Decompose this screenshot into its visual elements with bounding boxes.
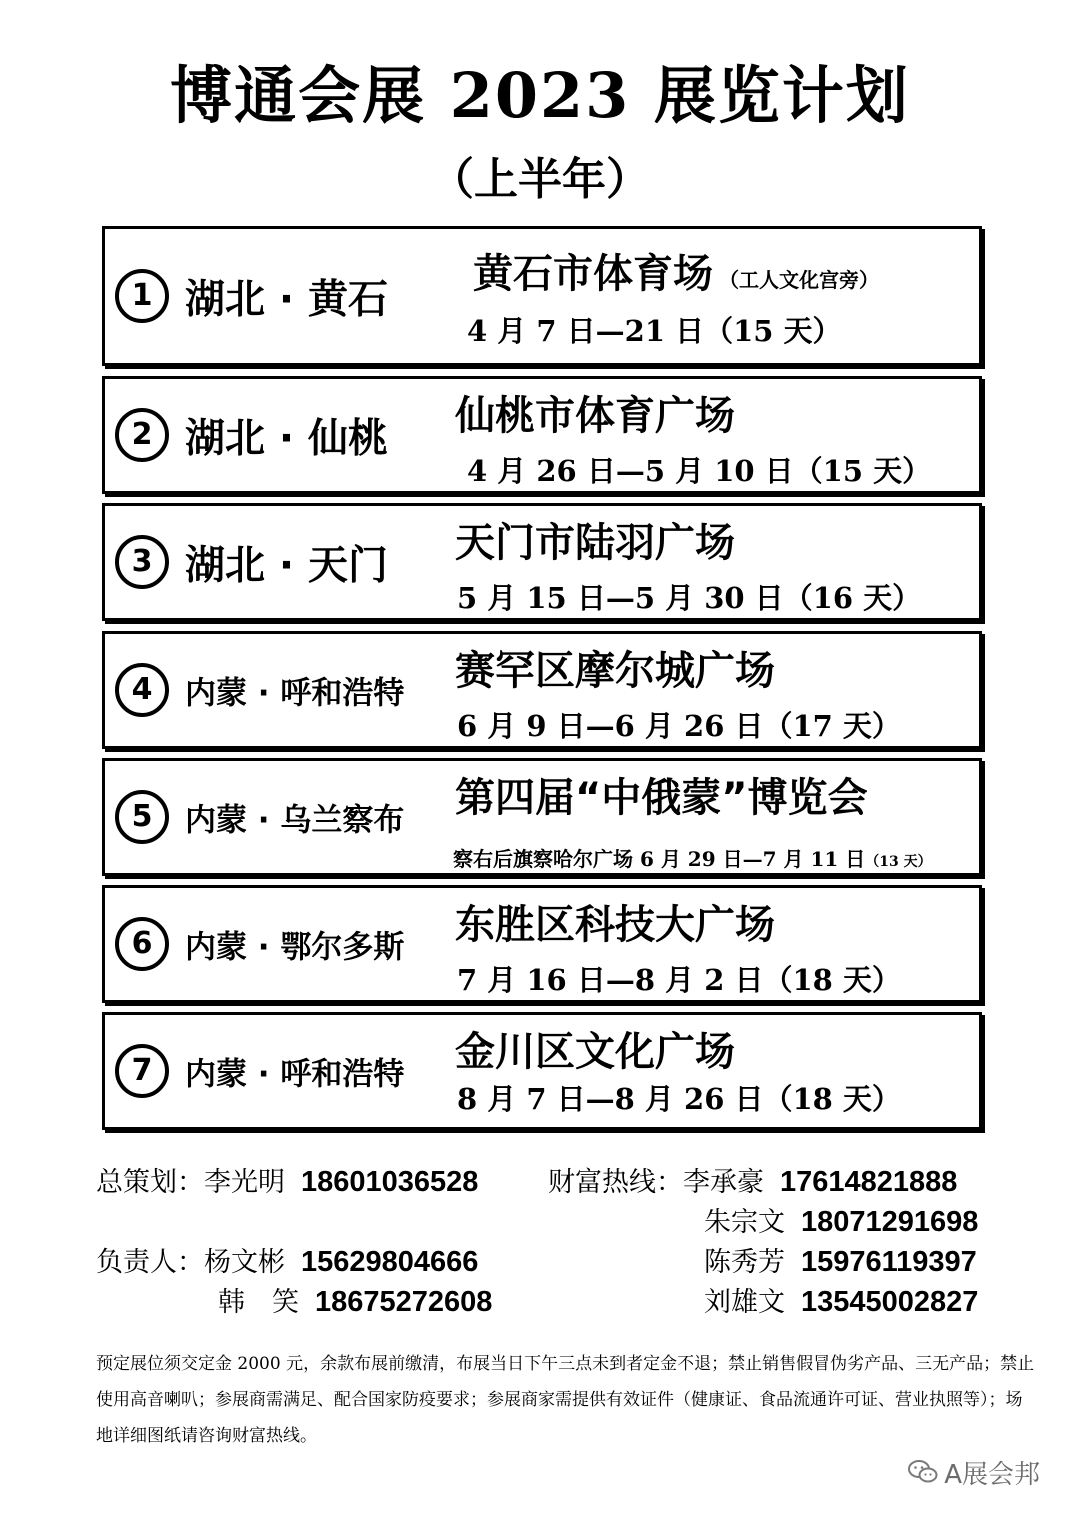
region-label: 内蒙 · 呼和浩特 <box>185 675 405 712</box>
date-range: 6 月 9 日—6 月 26 日（17 天） <box>457 709 901 743</box>
venue-name: 赛罕区摩尔城广场 <box>455 648 775 694</box>
planner-row <box>96 1162 478 1203</box>
manager-row-2 <box>218 1282 492 1323</box>
watermark <box>908 1454 1040 1492</box>
exhibition-item-2 <box>102 376 982 494</box>
number-badge: 6 <box>115 917 169 971</box>
manager-label: 负责人： <box>96 1247 204 1278</box>
date-range: 4 月 26 日—5 月 10 日（15 天） <box>467 454 932 488</box>
region-label: 内蒙 · 呼和浩特 <box>185 1056 405 1093</box>
page-title: 博通会展 2023 展览计划 <box>170 59 910 132</box>
exhibition-item-4 <box>102 631 982 749</box>
region-label: 内蒙 · 乌兰察布 <box>185 802 405 839</box>
hotline-phone: 18071291698 <box>801 1206 979 1238</box>
hotline-row-1 <box>548 1162 957 1203</box>
planner-label: 总策划： <box>96 1167 204 1198</box>
exhibition-item-3 <box>102 503 982 621</box>
number-badge: 5 <box>115 790 169 844</box>
region-label: 湖北 · 黄石 <box>185 276 389 323</box>
terms-footnote: 预定展位须交定金 2000 元，余款布展前缴清，布展当日下午三点未到者定金不退；禁止销售假冒伪劣产品、三无产品；禁止使用高音喇叭；参展商需满足、配合国家防疫要求；参展商家需提供有效证件（健康证、食品流通许可证、营业执照等）；场地详细图纸请咨询财富热线。 <box>96 1354 1035 1446</box>
region-label: 内蒙 · 鄂尔多斯 <box>185 929 405 966</box>
planner-phone: 18601036528 <box>301 1166 479 1198</box>
venue-name: 第四届“中俄蒙”博览会 <box>455 775 868 821</box>
venue-name: 东胜区科技大广场 <box>455 902 775 948</box>
hotline-row-2 <box>704 1202 978 1243</box>
hotline-name: 陈秀芳 <box>704 1247 785 1278</box>
hotline-row-4 <box>704 1282 978 1323</box>
venue-name: 金川区文化广场 <box>455 1029 735 1075</box>
manager-name: 杨文彬 <box>204 1247 285 1278</box>
number-badge: 4 <box>115 663 169 717</box>
date-range: 察右后旗察哈尔广场 6 月 29 日—7 月 11 日（13 天） <box>453 847 932 871</box>
hotline-name: 李承豪 <box>683 1167 764 1198</box>
hotline-name: 刘雄文 <box>704 1287 785 1318</box>
hotline-label: 财富热线： <box>548 1167 683 1198</box>
exhibition-item-6 <box>102 885 982 1003</box>
number-badge: 7 <box>115 1044 169 1098</box>
number-badge: 1 <box>115 269 169 323</box>
watermark-text: A展会邦 <box>944 1460 1040 1490</box>
exhibition-item-7 <box>102 1012 982 1130</box>
hotline-phone: 13545002827 <box>801 1286 979 1318</box>
hotline-row-3 <box>704 1242 977 1283</box>
manager-phone: 18675272608 <box>315 1286 493 1318</box>
page-subtitle: （上半年） <box>430 154 650 205</box>
planner-name: 李光明 <box>204 1167 285 1198</box>
number-badge: 2 <box>115 408 169 462</box>
date-range: 5 月 15 日—5 月 30 日（16 天） <box>457 581 922 615</box>
manager-name: 韩 笑 <box>218 1287 299 1318</box>
venue-name: 天门市陆羽广场 <box>455 520 735 566</box>
venue-name: 仙桃市体育广场 <box>455 393 735 439</box>
exhibition-item-1 <box>102 226 982 366</box>
exhibition-item-5 <box>102 758 982 876</box>
manager-phone: 15629804666 <box>301 1246 479 1278</box>
venue-name: 黄石市体育场 （工人文化宫旁） <box>473 251 879 297</box>
hotline-phone: 15976119397 <box>801 1246 977 1278</box>
hotline-name: 朱宗文 <box>704 1207 785 1238</box>
number-badge: 3 <box>115 535 169 589</box>
wechat-icon <box>908 1459 938 1492</box>
region-label: 湖北 · 仙桃 <box>185 415 389 462</box>
date-range: 4 月 7 日—21 日（15 天） <box>467 314 842 348</box>
venue-note: （工人文化宫旁） <box>719 268 879 292</box>
date-range: 7 月 16 日—8 月 2 日（18 天） <box>457 963 901 997</box>
hotline-phone: 17614821888 <box>780 1166 958 1198</box>
date-range: 8 月 7 日—8 月 26 日（18 天） <box>457 1082 901 1116</box>
manager-row-1 <box>96 1242 478 1283</box>
region-label: 湖北 · 天门 <box>185 542 389 589</box>
